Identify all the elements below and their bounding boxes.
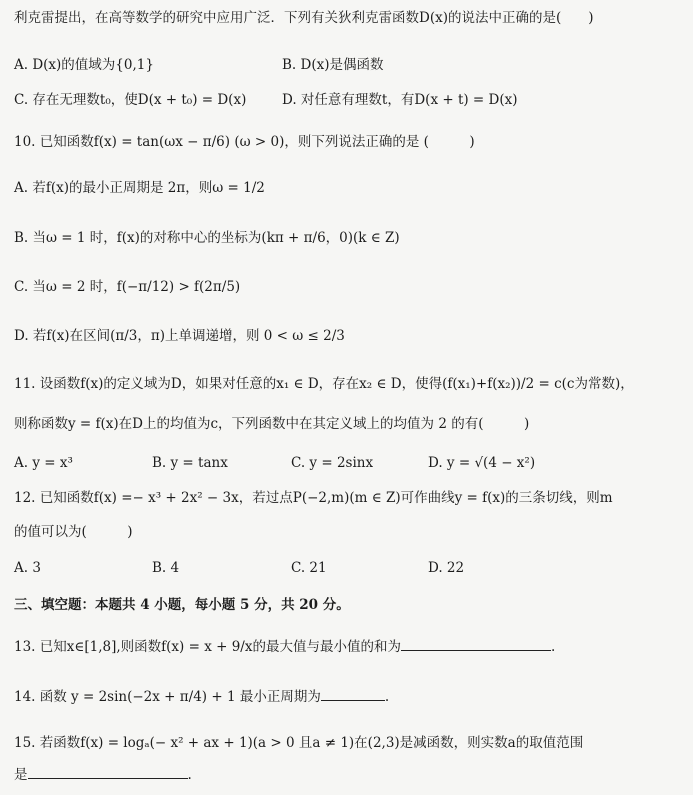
q13-period: .: [550, 639, 556, 655]
q11-option-c: C. y = 2sinx: [291, 455, 374, 471]
q10-option-b: B. 当ω = 1 时，f(x)的对称中心的坐标为(kπ + π/6，0)(k ∈ Z): [14, 230, 400, 246]
q15-blank: [28, 764, 188, 779]
q15-stem: 15. 若函数f(x) = logₐ(− x² + ax + 1)(a > 0 且a ≠ 1)在(2,3)是减函数，则实数a的取值范围: [14, 735, 584, 751]
q13-text: 13. 已知x∈[1,8],则函数f(x) = x + 9/x的最大值与最小值的和为: [14, 639, 401, 655]
q10-option-a: A. 若f(x)的最小正周期是 2π，则ω = 1/2: [14, 180, 265, 196]
q11-stem: 11. 设函数f(x)的定义域为D，如果对任意的x₁ ∈ D，存在x₂ ∈ D，使得(f(x₁)+f(x₂))/2 = c(c为常数)，: [14, 376, 634, 392]
q12-stem-2: 的值可以为( ): [14, 524, 133, 540]
q12-option-d: D. 22: [428, 560, 465, 576]
q12-option-a: A. 3: [14, 560, 41, 576]
q11-option-b: B. y = tanx: [152, 455, 228, 471]
q14-period: .: [384, 689, 390, 705]
q9-option-d: D. 对任意有理数t，有D(x + t) = D(x): [282, 92, 518, 108]
q9-stem-tail: 利克雷提出，在高等数学的研究中应用广泛．下列有关狄利克雷函数D(x)的说法中正确的是( ): [14, 10, 594, 26]
q13-blank: [401, 636, 551, 651]
q9-option-c: C. 存在无理数t₀，使D(x + t₀) = D(x): [14, 92, 247, 108]
section-3-heading: 三、填空题：本题共 4 小题，每小题 5 分，共 20 分。: [14, 597, 350, 613]
q12-option-c: C. 21: [291, 560, 327, 576]
q9-option-b: B. D(x)是偶函数: [282, 57, 384, 73]
q11-option-d: D. y = √(4 − x²): [428, 455, 536, 471]
q12-stem: 12. 已知函数f(x) =− x³ + 2x² − 3x，若过点P(−2,m)(m ∈ Z)可作曲线y = f(x)的三条切线，则m: [14, 490, 613, 506]
q10-stem: 10. 已知函数f(x) = tan(ωx − π/6) (ω > 0)，则下列说法正确的是 ( ): [14, 134, 475, 150]
q14-line: [14, 686, 389, 707]
q13-line: [14, 636, 555, 657]
q14-blank: [321, 686, 385, 701]
q10-option-c: C. 当ω = 2 时，f(−π/12) > f(2π/5): [14, 279, 241, 295]
q15-line-2: [14, 764, 192, 785]
q9-option-a: A. D(x)的值域为{0,1}: [14, 57, 154, 73]
q15-text-2: 是: [14, 767, 28, 783]
q11-option-a: A. y = x³: [14, 455, 73, 471]
q11-stem-2: 则称函数y = f(x)在D上的均值为c，下列函数中在其定义域上的均值为 2 的有( ): [14, 416, 530, 432]
q14-text: 14. 函数 y = 2sin(−2x + π/4) + 1 最小正周期为: [14, 689, 321, 705]
q12-option-b: B. 4: [152, 560, 180, 576]
q10-option-d: D. 若f(x)在区间(π/3，π)上单调递增，则 0 < ω ≤ 2/3: [14, 328, 345, 344]
q15-period: .: [187, 767, 192, 783]
